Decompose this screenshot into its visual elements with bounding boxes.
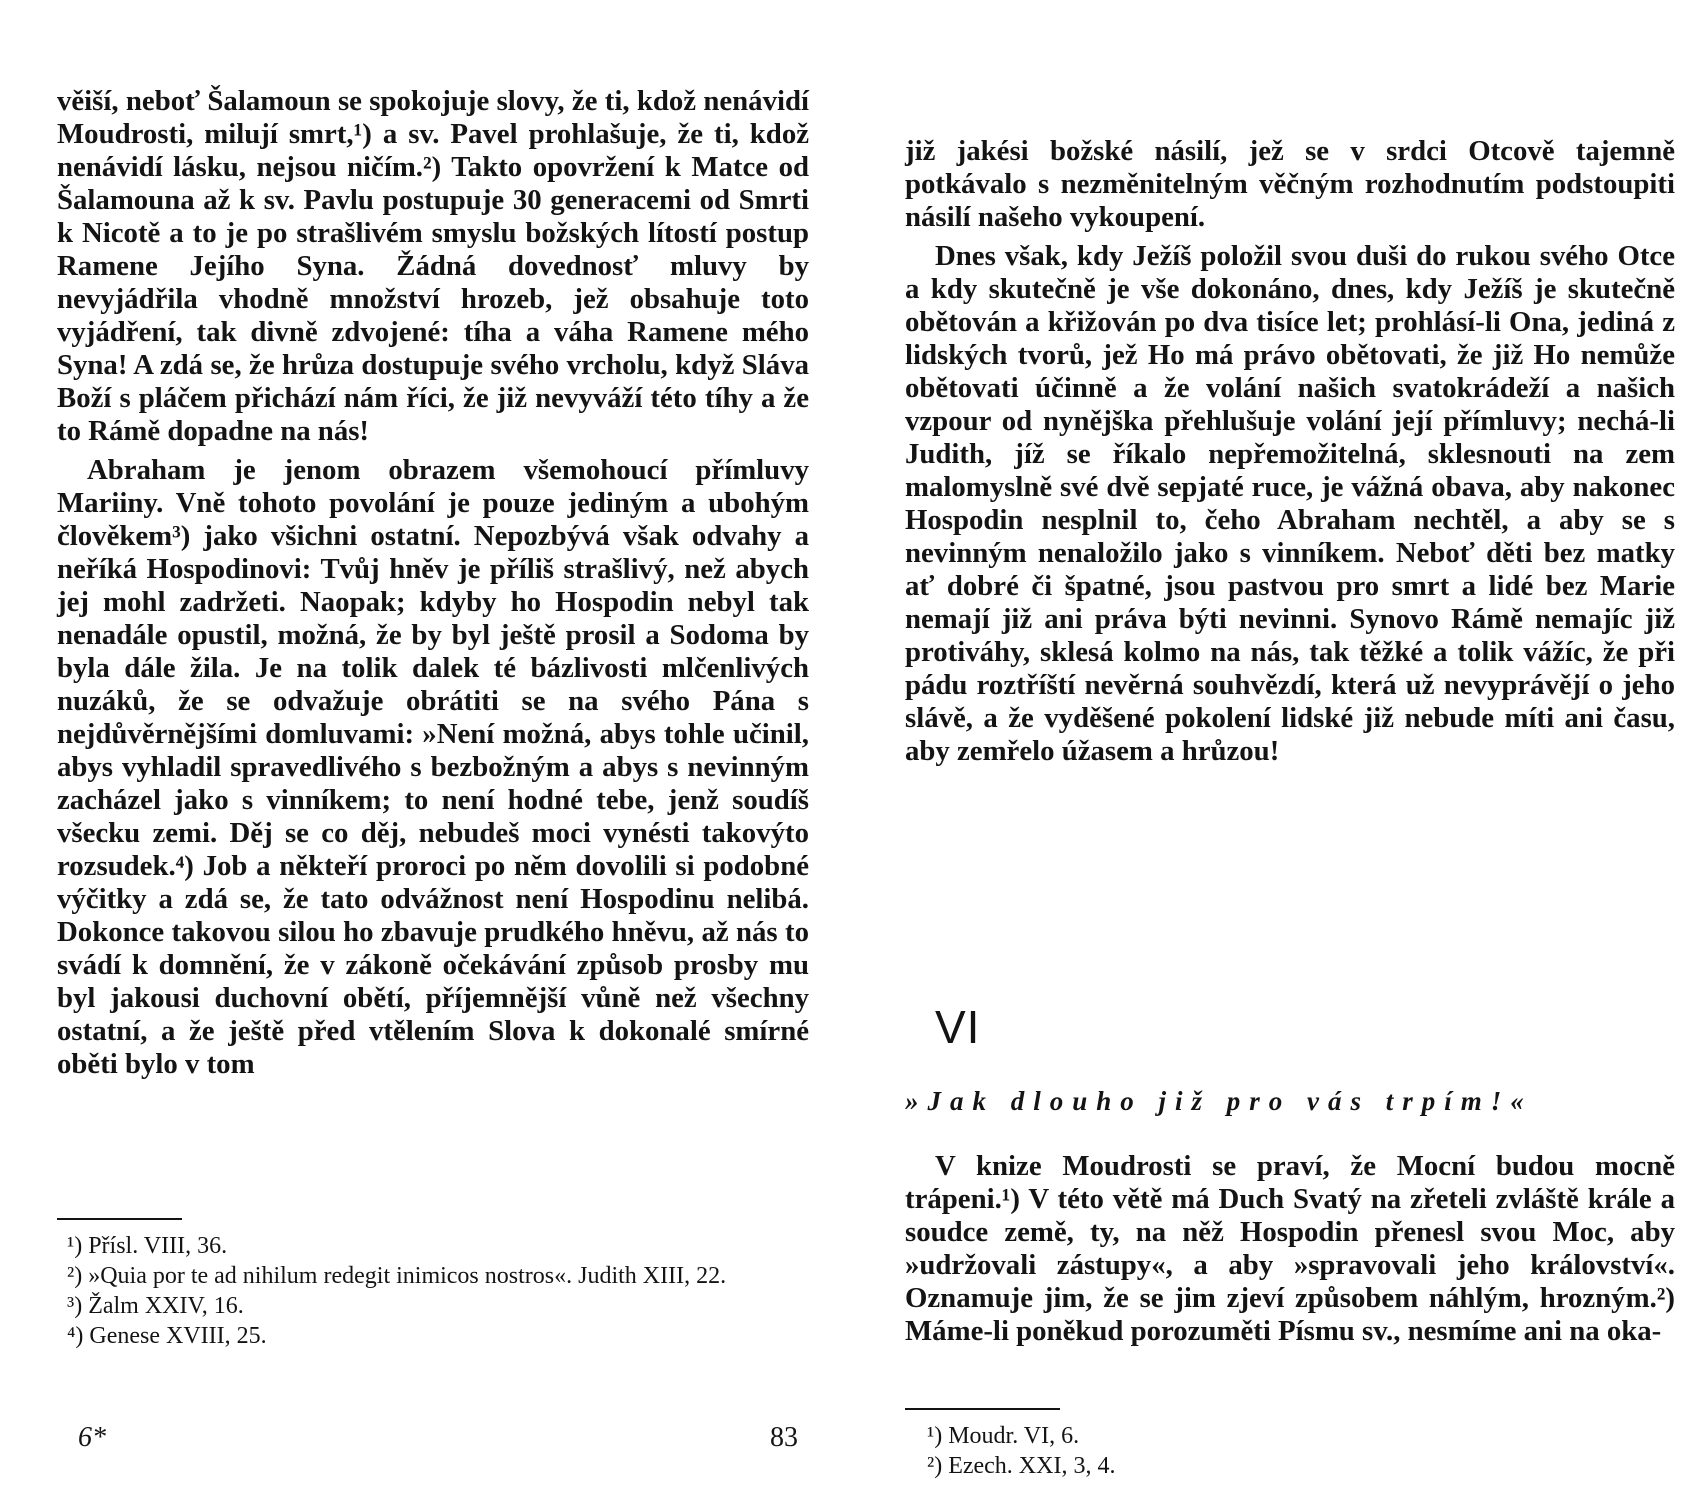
right-footnote-1: ¹) Moudr. VI, 6. — [927, 1423, 1080, 1449]
left-paragraph-2: Abraham je jenom obrazem všemohoucí přímluvy Mariiny. Vně tohoto povolání je pouze jediným a ubohým člověkem³) jako všichni ostatní. Nepozbývá však odvahy a neříká Hospodinovi: Tvůj hněv je příliš strašlivý, než abych jej mohl zadržeti. Naopak; kdyby ho Hospodin nebyl tak nenadále opustil, možná, že by byl ještě prosil a Sodoma by byla dále žila. Je na tolik dalek té bázlivosti mlčenlivých nuzáků, že se odvažuje obrátiti se na svého Pána s nejdůvěrnějšími domluvami: »Není možná, abys tohle učinil, abys vyhladil spravedlivého s bezbožným a abys s nevinným zacházel jako s vinníkem; to není hodné tebe, jenž soudíš všecku zemi. Děj se co děj, nebudeš moci vynésti takovýto rozsudek.⁴) Job a někteří proroci po něm dovolili si podobné výčitky a zdá se, že tato odvážnost není Hospodinu nelibá. Dokonce takovou silou ho zbavuje prudkého hněvu, až nás to svádí k domnění, že v zákoně očekávání způsob prosby mu byl jakousi duchovní obětí, příjemnější vůně než všechny ostatní, a že ještě před vtělením Slova k dokonalé smírné oběti bylo v tom — [57, 454, 809, 1080]
left-footnote-1: ¹) Přísl. VIII, 36. — [67, 1233, 228, 1259]
right-page — [905, 135, 1675, 768]
right-paragraph-1: již jakési božské násilí, jež se v srdci Otcově tajemně potkávalo s nezměnitelným věčným rozhodnutím podstoupiti násilí našeho vykoupení. — [905, 135, 1675, 233]
right-footnote-rule — [905, 1408, 1060, 1410]
chapter-body-text — [905, 1150, 1675, 1348]
left-body-text — [57, 85, 809, 1081]
left-footnote-rule — [57, 1218, 182, 1220]
left-page — [57, 85, 809, 1081]
right-paragraph-2: Dnes však, kdy Ježíš položil svou duši do rukou svého Otce a kdy skutečně je vše dokonáno, dnes, kdy Ježíš je skutečně obětován a křižován po dva tisíce let; prohlásí-li Ona, jediná z lidských tvorů, jež Ho má právo obětovati, že již Ho nemůže obětovati účinně a že volání našich svatokrádeží a našich vzpour od nynějška přehlušuje volání její přímluvy; nechá-li Judith, jíž se říkalo nepřemožitelná, sklesnouti na zem malomyslně své dvě sepjaté ruce, je vážná obava, aby nakonec Hospodin nesplnil to, čeho Abraham nechtěl, a aby se s nevinným nenaložilo jako s vinníkem. Neboť děti bez matky ať dobré či špatné, jsou pastvou pro smrt a lidé bez Marie nemají již ani práva býti nevinni. Synovo Rámě nemajíc již protiváhy, sklesá kolmo na nás, tak těžké a tolik vážíc, že při pádu roztříští nevěrná souhvězdí, která už nevyprávějí o jeho slávě, a že vyděšené pokolení lidské již nebude míti ani času, aby zemřelo úžasem a hrůzou! — [905, 240, 1675, 767]
left-footnotes — [57, 1232, 809, 1350]
right-body-text — [905, 135, 1675, 768]
chapter-paragraph: V knize Moudrosti se praví, že Mocní budou mocně trápeni.¹) V této větě má Duch Svatý na zřeteli zvláště krále a soudce země, ty, na něž Hospodin přenesl svou Moc, aby »udržovali zástupy«, a aby »spravovali jeho království«. Oznamuje jim, že se jim zjeví způsobem náhlým, hrozným.²) Máme-li poněkud porozuměti Písmu sv., nesmíme ani na oka- — [905, 1150, 1675, 1347]
right-footnote-2: ²) Ezech. XXI, 3, 4. — [927, 1453, 1116, 1479]
page-number: 83 — [770, 1422, 798, 1453]
left-footnote-2: ²) »Quia por te ad nihilum redegit inimicos nostros«. Judith XIII, 22. — [67, 1263, 727, 1289]
chapter-motto: »Jak dlouho již pro vás trpím!« — [905, 1086, 1533, 1116]
right-footnotes — [905, 1422, 1675, 1480]
chapter-number: VI — [935, 1001, 981, 1053]
right-footnotes-block — [905, 1408, 1675, 1482]
left-footnote-4: ⁴) Genese XVIII, 25. — [67, 1323, 267, 1349]
signature-mark: 6* — [78, 1422, 106, 1453]
left-paragraph-1: věiší, neboť Šalamoun se spokojuje slovy, že ti, kdož nenávidí Moudrosti, milují smrt,¹) a sv. Pavel prohlašuje, že ti, kdož nenávidí lásku, nejsou ničím.²) Takto opovržení k Matce od Šalamouna až k sv. Pavlu postupuje 30 generacemi od Smrti k Nicotě a to je po strašlivém smyslu božských lítostí postup Ramene Jejího Syna. Žádná dovednosť mluvy by nevyjádřila vhodně množství hrozeb, jež obsahuje toto vyjádření, tak divně zdvojené: tíha a váha Ramene mého Syna! A zdá se, že hrůza dostupuje svého vrcholu, když Sláva Boží s pláčem přichází nám říci, že již nevyváží této tíhy a že to Rámě dopadne na nás! — [57, 85, 809, 447]
left-footnotes-block — [57, 1218, 809, 1352]
left-footnote-3: ³) Žalm XXIV, 16. — [67, 1293, 244, 1319]
